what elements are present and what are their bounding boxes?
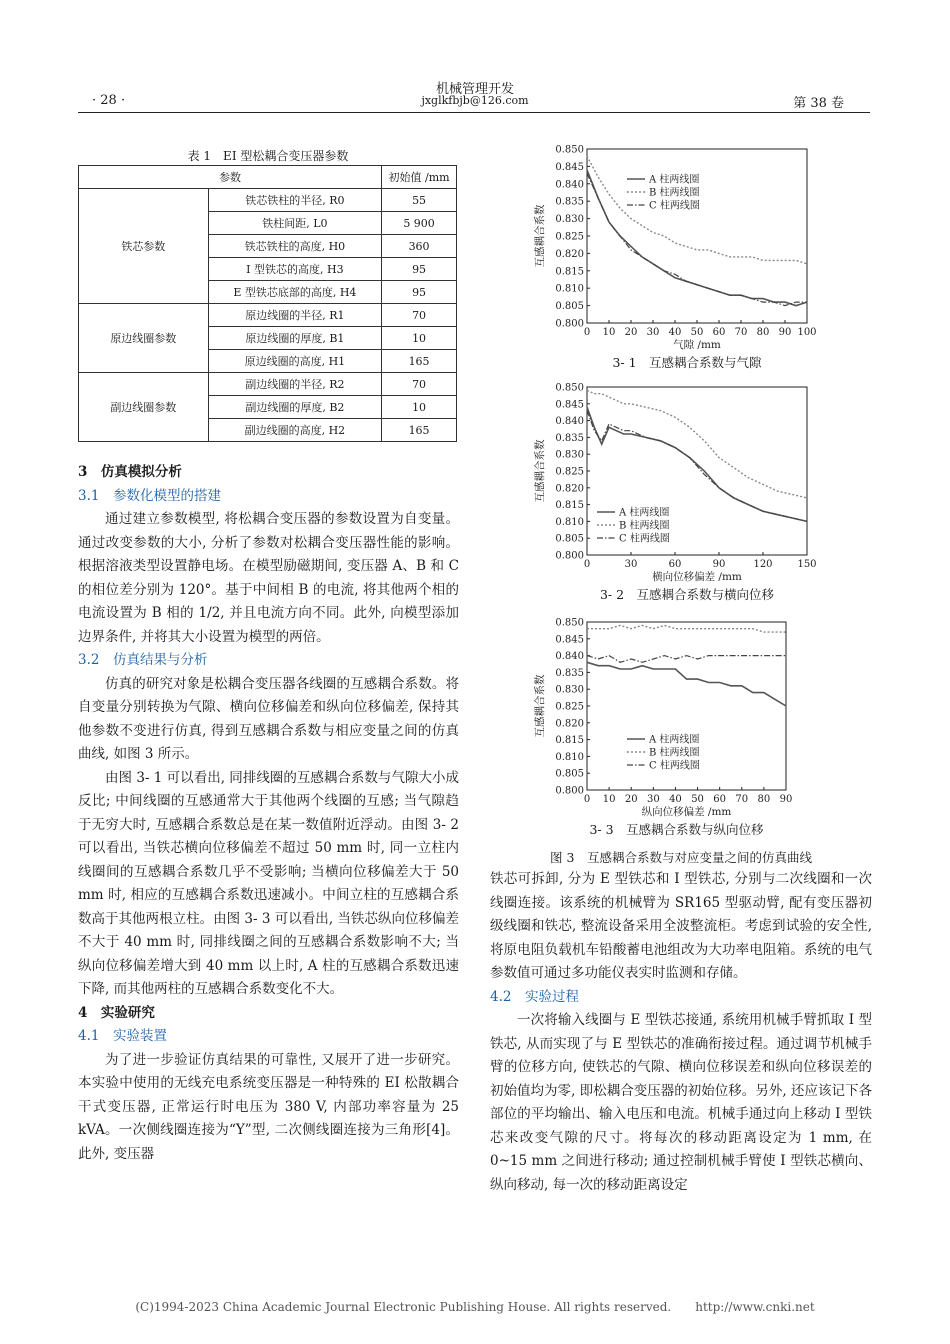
table-row [79,304,457,327]
col-header-value: 初始值 /mm [382,166,457,189]
col-header-param: 参数 [79,166,382,189]
series-line-c [587,656,786,663]
section-4-2-heading: 4.2 实验过程 [490,988,579,1005]
figure-caption: 图 3 互感耦合系数与对应变量之间的仿真曲线 [550,850,812,865]
x-tick-label: 80 [757,794,771,805]
x-axis-label: 气隙 /mm [673,339,721,351]
y-tick-label: 0.810 [555,283,584,295]
left-column [78,461,459,1166]
param-cell: 副边线圈的厚度, B2 [208,396,382,419]
subfigure-caption: 3- 3 互感耦合系数与纵向位移 [589,822,764,837]
y-tick-label: 0.845 [555,161,584,173]
table-header-row [79,166,457,189]
x-tick-label: 80 [756,327,770,338]
section-3-heading: 3 仿真模拟分析 [78,464,182,480]
y-tick-label: 0.825 [555,701,584,713]
parameter-table [78,165,457,442]
y-tick-label: 0.805 [555,301,584,313]
copyright-footer: (C)1994-2023 China Academic Journal Electronic Publishing House. All rights reserved. http://www.cnki.net [135,1300,815,1314]
param-cell: E 型铁芯底部的高度, H4 [208,281,382,304]
legend-label: B 柱两线圈 [649,747,700,759]
page-number: · 28 · [92,93,126,108]
y-tick-label: 0.800 [555,318,584,330]
volume-label: 第 38 卷 [793,96,844,111]
paragraph: 仿真的研究对象是松耦合变压器各线圈的互感耦合系数。将自变量分别转换为气隙、横向位移偏差和纵向位移偏差, 保持其他参数不变进行仿真, 得到互感耦合系数与相应变量之间的仿真曲线, 如图 3 所示。 [78,675,459,762]
y-tick-label: 0.800 [555,785,584,797]
y-tick-label: 0.820 [555,483,584,495]
x-tick-label: 90 [778,327,792,338]
y-tick-label: 0.840 [555,416,584,428]
x-tick-label: 0 [583,794,591,805]
param-cell: 铁柱间距, L0 [208,212,382,235]
x-tick-label: 50 [690,327,704,338]
paragraph: 通过建立参数模型, 将松耦合变压器的参数设置为自变量。通过改变参数的大小, 分析了参数对松耦合变压器性能的影响。根据溶液类型设置静电场。在模型励磁期间, 变压器 A、B 和 C 的相位差分别为 120°。基于中间相 B 的电流, 将其他两个相的电流设置为 B 相的 1/2, 并且电流方向不同。此外, 向模型添加边界条件, 并将其大小设置为模型的两倍。 [78,511,459,645]
y-tick-label: 0.830 [555,214,584,226]
y-tick-label: 0.835 [555,667,584,679]
subfigure-caption: 3- 1 互感耦合系数与气隙 [612,355,762,370]
paragraph: 一次将输入线圈与 E 型铁芯接通, 系统用机械手臂抓取 I 型铁芯, 从而实现了与 E 型铁芯的准确衔接过程。通过调节机械手臂的位移方向, 使铁芯的气隙、横向位移误差和纵向位移误差的初始值均为零, 即松耦合变压器的初始位移。另外, 还应该记下各部位的平均输出、输入电压和电流。机械手通过向上移动 I 型铁芯来改变气隙的尺寸。将每次的移动距离设定为 1 mm, 在 0~15 mm 之间进行移动; 通过控制机械手臂使 I 型铁芯横向、纵向移动, 每一次的移动距离设定 [490,1012,872,1193]
legend-label: A 柱两线圈 [649,174,700,186]
header-rule [78,112,870,113]
y-tick-label: 0.845 [555,399,584,411]
y-axis-label: 互感耦合系数 [534,204,546,268]
y-tick-label: 0.830 [555,684,584,696]
value-cell: 10 [382,327,457,350]
legend-label: C 柱两线圈 [649,760,700,772]
y-tick-label: 0.835 [555,196,584,208]
param-cell: 副边线圈的高度, H2 [208,419,382,442]
y-tick-label: 0.810 [555,751,584,763]
y-tick-label: 0.810 [555,516,584,528]
param-cell: 原边线圈的高度, H1 [208,350,382,373]
right-column [490,868,872,1197]
series-line-b [587,625,786,632]
section-4-heading: 4 实验研究 [78,1004,155,1021]
param-cell: 原边线圈的半径, R1 [208,304,382,327]
table-row [79,189,457,212]
table-row [79,373,457,396]
y-tick-label: 0.840 [555,179,584,191]
y-tick-label: 0.825 [555,231,584,243]
x-tick-label: 30 [646,327,660,338]
x-tick-label: 0 [583,327,591,338]
legend-label: C 柱两线圈 [619,533,670,545]
section-3-2-heading: 3.2 仿真结果与分析 [78,652,208,668]
value-cell: 70 [382,304,457,327]
param-cell: 铁芯铁柱的高度, H0 [208,235,382,258]
table-caption: 表 1 EI 型松耦合变压器参数 [187,149,349,163]
legend-label: C 柱两线圈 [649,200,700,212]
journal-title: 机械管理开发 [435,82,514,97]
x-tick-label: 20 [624,327,638,338]
subfigure-caption: 3- 2 互感耦合系数与横向位移 [599,587,775,602]
x-tick-label: 0 [583,559,591,570]
y-tick-label: 0.805 [555,533,584,545]
group-cell: 原边线圈参数 [79,304,209,373]
y-tick-label: 0.815 [555,266,584,278]
x-tick-label: 20 [624,794,638,805]
y-tick-label: 0.850 [555,617,584,629]
x-axis-label: 横向位移偏差 /mm [652,571,742,583]
y-tick-label: 0.805 [555,768,584,780]
y-tick-label: 0.820 [555,248,584,260]
section-3-1-heading: 3.1 参数化模型的搭建 [78,487,221,504]
param-cell: I 型铁芯的高度, H3 [208,258,382,281]
series-line-b [587,390,807,498]
y-tick-label: 0.800 [555,550,584,562]
y-tick-label: 0.850 [555,382,584,394]
y-axis-label: 互感耦合系数 [534,674,546,738]
chart-3-3 [520,608,880,844]
value-cell: 95 [382,258,457,281]
legend-label: B 柱两线圈 [619,520,670,532]
y-axis-label: 互感耦合系数 [534,439,546,503]
x-tick-label: 60 [712,327,726,338]
param-cell: 铁芯铁柱的半径, R0 [208,189,382,212]
paragraph: 铁芯可拆卸, 分为 E 型铁芯和 I 型铁芯, 分别与二次线圈和一次线圈连接。该系统的机械臂为 SR165 型驱动臂, 配有变压器初级线圈和铁芯, 整流设备采用全波整流柜。考虑到试验的安全性, 将原电阻负载机车铅酸蓄电池组改为大功率电阻箱。系统的电气参数值可通过多功能仪表实时监测和存储。 [490,871,872,981]
series-line-a [587,407,807,521]
value-cell: 165 [382,350,457,373]
series-line-a [587,662,786,706]
value-cell: 360 [382,235,457,258]
y-tick-label: 0.835 [555,432,584,444]
group-cell: 副边线圈参数 [79,373,209,442]
y-tick-label: 0.820 [555,718,584,730]
paragraph: 为了进一步验证仿真结果的可靠性, 又展开了进一步研究。本实验中使用的无线充电系统变压器是一种特殊的 EI 松散耦合干式变压器, 正常运行时电压为 380 V, 内部功率容量为 25 kVA。一次侧线圈连接为“Y”型, 二次侧线圈连接为三角形[4]。此外, 变压器 [78,1051,459,1162]
section-4-1-heading: 4.1 实验装置 [78,1028,167,1044]
x-tick-label: 120 [753,559,773,570]
series-line-c [587,411,807,522]
x-tick-label: 70 [734,327,748,338]
x-tick-label: 60 [668,559,682,570]
value-cell: 55 [382,189,457,212]
value-cell: 5 900 [382,212,457,235]
value-cell: 70 [382,373,457,396]
param-cell: 原边线圈的厚度, B1 [208,327,382,350]
value-cell: 95 [382,281,457,304]
y-tick-label: 0.815 [555,735,584,747]
y-tick-label: 0.850 [555,144,584,156]
x-tick-label: 70 [735,794,749,805]
legend-label: A 柱两线圈 [619,507,670,519]
x-tick-label: 50 [691,794,704,805]
y-tick-label: 0.840 [555,651,584,663]
legend-label: A 柱两线圈 [649,734,700,746]
param-cell: 副边线圈的半径, R2 [208,373,382,396]
x-tick-label: 90 [779,794,793,805]
value-cell: 165 [382,419,457,442]
y-tick-label: 0.830 [555,449,584,461]
x-tick-label: 40 [668,327,682,338]
paragraph: 由图 3- 1 可以看出, 同排线圈的互感耦合系数与气隙大小成反比; 中间线圈的互感通常大于其他两个线圈的互感; 当气隙趋于无穷大时, 互感耦合系数总是在某一数值附近浮动。由图 3- 2 可以看出, 当铁芯横向位移偏差不超过 50 mm 时, 同一立柱内线圈间的互感耦合系数几乎不受影响; 当横向位移偏差大于 50 mm 时, 相应的互感耦合系数迅速减小。中间立柱的互感耦合系数高于其他两根立柱。由图 3- 3 可以看出, 当铁芯纵向位移偏差不大于 40 mm 时, 同排线圈之间的互感耦合系数影响不大; 当纵向位移偏差增大到 40 mm 以上时, A 柱的互感耦合系数迅速下降, 而其他两柱的互感耦合系数变化不大。 [78,769,459,997]
x-tick-label: 30 [646,794,660,805]
x-tick-label: 40 [669,794,682,805]
journal-email: jxglkfbjb@126.com [421,94,529,107]
group-cell: 铁芯参数 [79,189,209,304]
x-tick-label: 10 [602,794,616,805]
chart-3-1 [520,140,880,376]
x-tick-label: 60 [713,794,727,805]
x-tick-label: 150 [797,559,817,570]
y-tick-label: 0.845 [555,634,584,646]
x-tick-label: 30 [624,559,638,570]
x-tick-label: 90 [712,559,726,570]
y-tick-label: 0.825 [555,466,584,478]
x-tick-label: 100 [797,327,817,338]
chart-3-2 [520,378,880,606]
y-tick-label: 0.815 [555,500,584,512]
legend-label: B 柱两线圈 [649,187,700,199]
value-cell: 10 [382,396,457,419]
x-tick-label: 10 [602,327,616,338]
x-axis-label: 纵向位移偏差 /mm [641,806,732,818]
